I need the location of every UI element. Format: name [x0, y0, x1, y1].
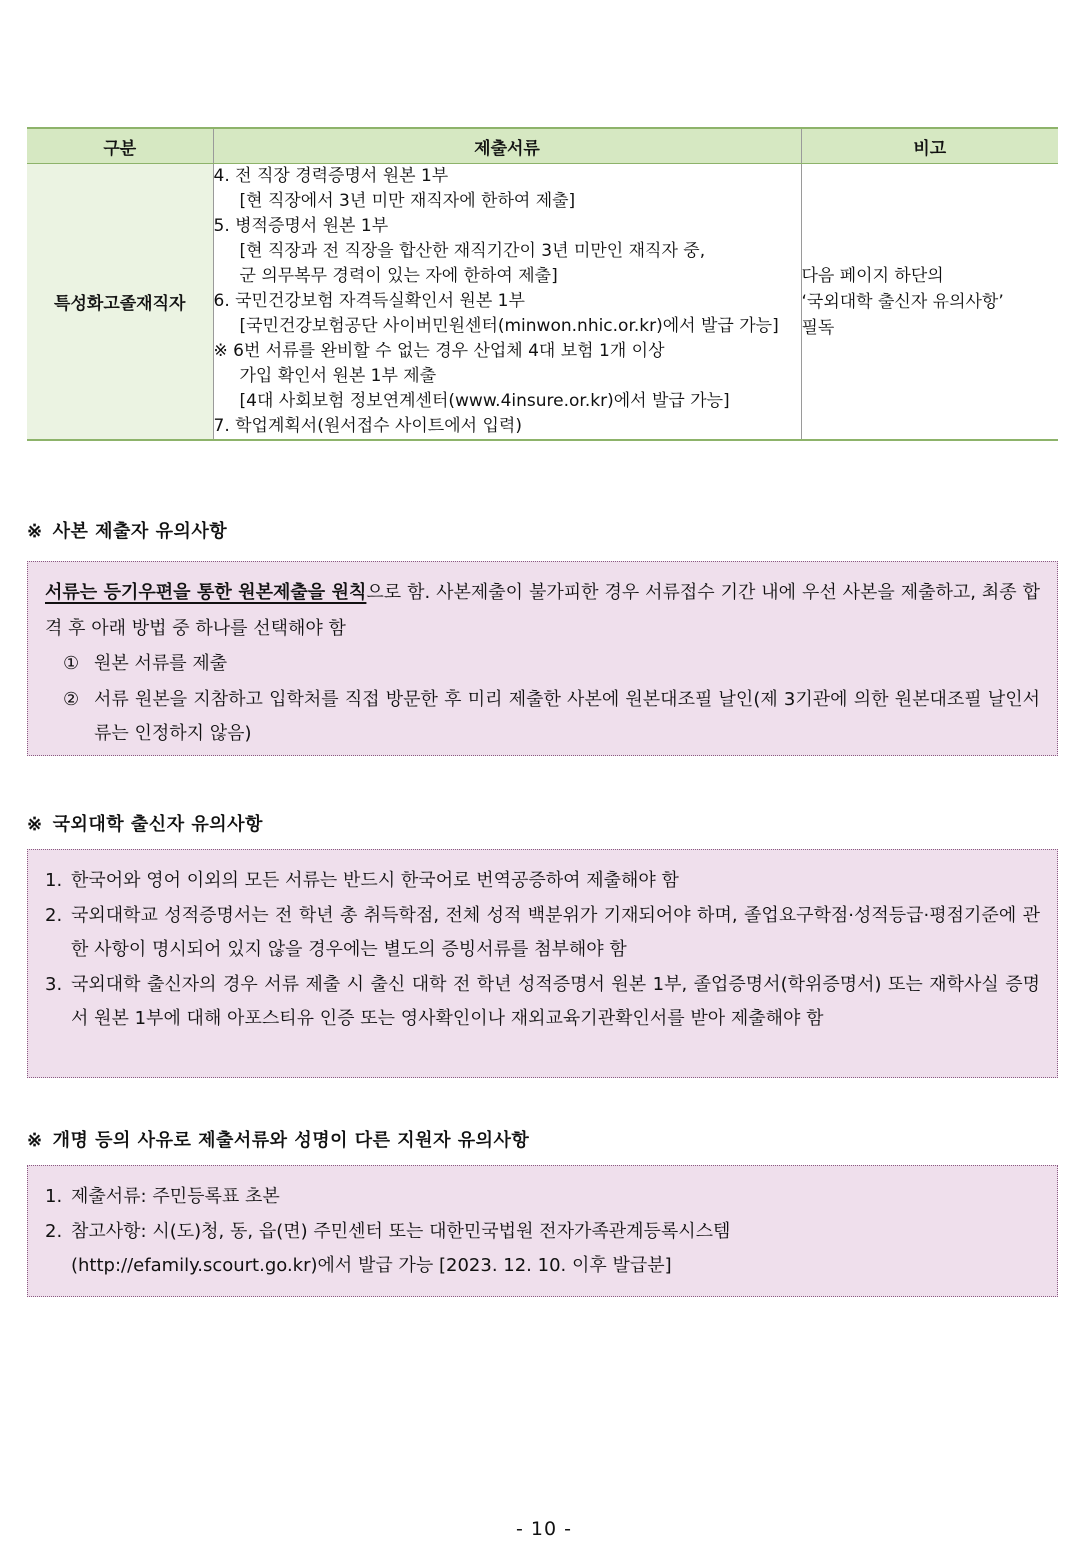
list-item	[45, 968, 1040, 1036]
doc-line: [4대 사회보험 정보연계센터(www.4insure.or.kr)에서 발급 가능]	[239, 391, 730, 411]
list-text: 제출서류: 주민등록표 초본	[71, 1186, 280, 1207]
table-header-row	[27, 128, 1058, 164]
foreign-notice-box	[27, 849, 1058, 1078]
rename-notice-box	[27, 1165, 1058, 1297]
section-title-text: 개명 등의 사유로 제출서류와 성명이 다른 지원자 유의사항	[52, 1130, 530, 1151]
list-item	[45, 647, 1040, 681]
doc-line: 가입 확인서 원본 1부 제출	[239, 366, 437, 386]
list-text: 국외대학 출신자의 경우 서류 제출 시 출신 대학 전 학년 성적증명서 원본 1부, 졸업증명서(학위증명서) 또는 재학사실 증명서 원본 1부에 대해 아포스티유 인증 또는 영사확인이나 재외교육기관확인서를 받아 제출해야 함	[71, 974, 1040, 1029]
list-item	[45, 864, 1040, 898]
header-remarks: 비고	[801, 128, 1058, 164]
copy-notice-emphasis: 서류는 등기우편을 통한 원본제출을 원칙	[45, 582, 367, 603]
page-number: - 10 -	[516, 1518, 572, 1540]
section-title-foreign	[27, 810, 263, 836]
list-item	[45, 1215, 1040, 1283]
list-number: 2.	[45, 905, 63, 926]
section-title-copy	[27, 517, 227, 543]
reference-mark-icon: ※	[27, 814, 43, 835]
list-item	[45, 683, 1040, 751]
list-number: 3.	[45, 974, 63, 995]
list-item	[45, 1180, 1040, 1214]
section-title-rename	[27, 1126, 529, 1152]
list-item	[45, 899, 1040, 967]
list-text: 한국어와 영어 이외의 모든 서류는 반드시 한국어로 번역공증하여 제출해야 함	[71, 870, 679, 891]
list-number: 1.	[45, 870, 63, 891]
copy-notice-paragraph	[45, 575, 1040, 647]
doc-line: 7. 학업계획서(원서접수 사이트에서 입력)	[213, 416, 522, 436]
list-text: 참고사항: 시(도)청, 동, 읍(면) 주민센터 또는 대한민국법원 전자가족관계등록시스템 (http://efamily.scourt.go.kr)에서 발급 가능 [2023. 12. 10. 이후 발급분]	[71, 1221, 731, 1276]
section-title-text: 사본 제출자 유의사항	[52, 521, 228, 542]
doc-line: 6. 국민건강보험 자격득실확인서 원본 1부	[213, 291, 525, 311]
copy-notice-rest: 으로 함. 사본제출이 불가피한 경우 서류접수 기간 내에 우선 사본을 제출하고, 최종 합격 후 아래 방법 중 하나를 선택해야 함	[45, 582, 1040, 639]
list-text: 서류 원본을 지참하고 입학처를 직접 방문한 후 미리 제출한 사본에 원본대조필 날인(제 3기관에 의한 원본대조필 날인서류는 인정하지 않음)	[94, 689, 1040, 744]
list-number: 1.	[45, 1186, 63, 1207]
remark-line: 필독	[801, 317, 835, 338]
doc-line: [현 직장에서 3년 미만 재직자에 한하여 제출]	[239, 191, 576, 211]
remark-line: 다음 페이지 하단의	[801, 265, 944, 286]
header-documents: 제출서류	[213, 128, 801, 164]
list-number: ②	[63, 689, 80, 710]
row-remarks	[801, 164, 1058, 441]
reference-mark-icon: ※	[27, 1130, 43, 1151]
doc-line: [현 직장과 전 직장을 합산한 재직기간이 3년 미만인 재직자 중,	[239, 241, 706, 261]
doc-line: 5. 병적증명서 원본 1부	[213, 216, 389, 236]
row-category: 특성화고졸재직자	[27, 164, 213, 441]
table-row	[27, 164, 1058, 441]
doc-line: [국민건강보험공단 사이버민원센터(minwon.nhic.or.kr)에서 발급 가능]	[239, 316, 779, 336]
documents-table	[27, 127, 1058, 441]
section-title-text: 국외대학 출신자 유의사항	[52, 814, 263, 835]
list-text: 국외대학교 성적증명서는 전 학년 총 취득학점, 전체 성적 백분위가 기재되어야 하며, 졸업요구학점·성적등급·평점기준에 관한 사항이 명시되어 있지 않을 경우에는 별도의 증빙서류를 첨부해야 함	[71, 905, 1040, 960]
list-number: 2.	[45, 1221, 63, 1242]
copy-notice-box	[27, 561, 1058, 756]
row-documents	[213, 164, 801, 441]
header-category: 구분	[27, 128, 213, 164]
reference-mark-icon: ※	[27, 521, 43, 542]
doc-line: ※ 6번 서류를 완비할 수 없는 경우 산업체 4대 보험 1개 이상	[213, 341, 665, 361]
list-number: ①	[63, 653, 80, 674]
doc-line: 4. 전 직장 경력증명서 원본 1부	[213, 166, 449, 186]
doc-line: 군 의무복무 경력이 있는 자에 한하여 제출]	[239, 266, 558, 286]
remark-line: ‘국외대학 출신자 유의사항’	[801, 291, 1004, 312]
list-text: 원본 서류를 제출	[94, 653, 228, 674]
